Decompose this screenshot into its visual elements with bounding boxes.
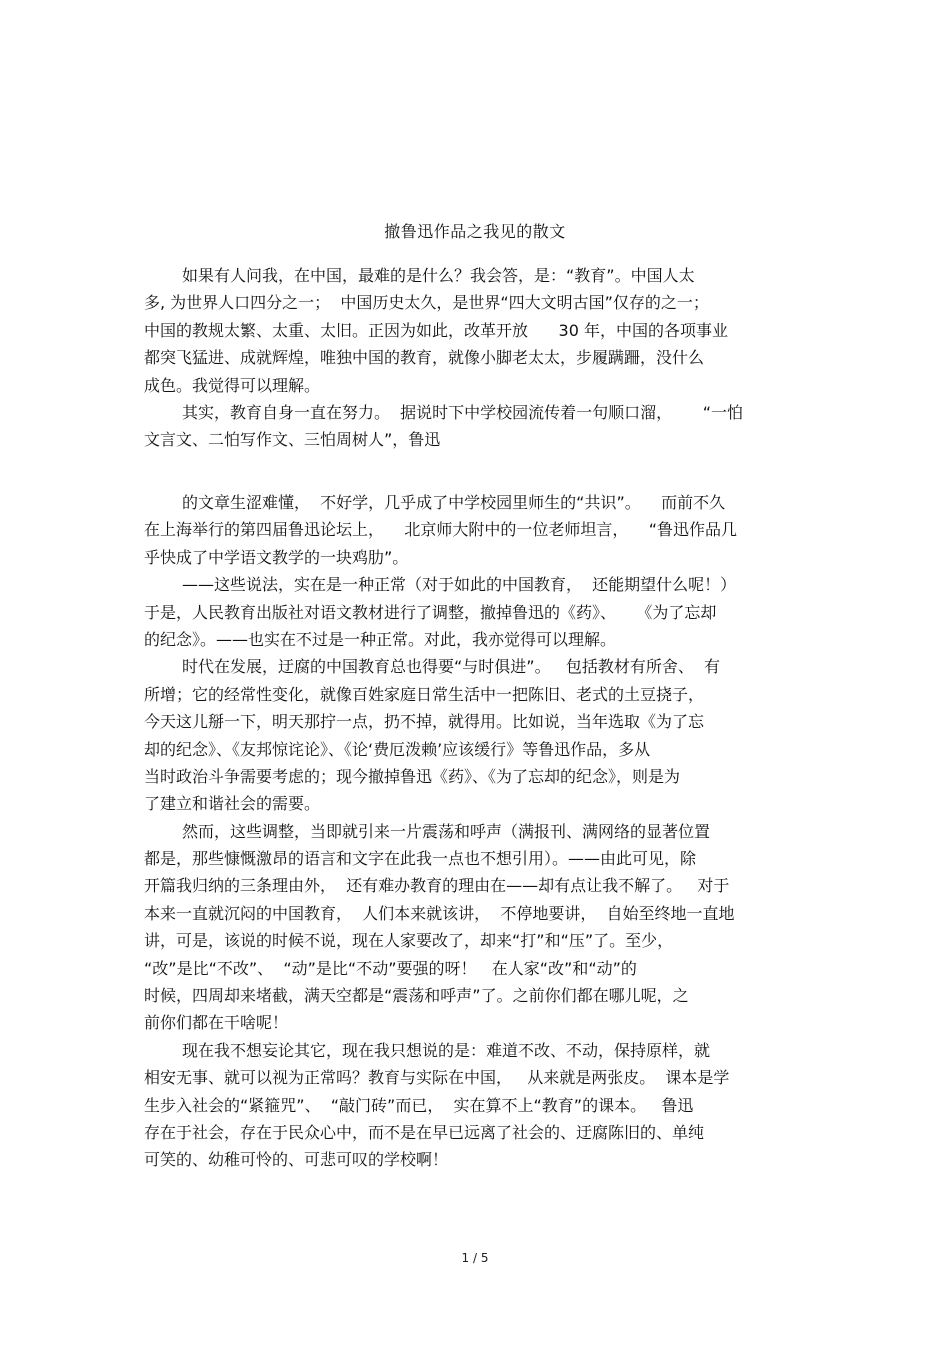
text-line: 可笑的、幼稚可怜的、可悲可叹的学校啊！: [144, 1150, 449, 1170]
paragraph-block-2: [144, 489, 812, 1174]
text-line: 存在于社会，存在于民众心中，而不是在早已远离了社会的、迂腐陈旧的、单纯: [144, 1122, 705, 1142]
text-line: 时代在发展，迂腐的中国教育总也得要“与时俱进”。 包括教材有所舍、 有: [182, 657, 721, 677]
text-line: 本来一直就沉闷的中国教育， 人们本来就该讲， 不停地要讲， 自始至终地一直地: [144, 903, 735, 923]
text-line: 在上海举行的第四届鲁迅论坛上， 北京师大附中的一位老师坦言， “鲁迅作品几: [144, 520, 737, 540]
text-line: 的纪念》。——也实在不过是一种正常。对此，我亦觉得可以理解。: [144, 629, 617, 649]
text-line: 却的纪念》、《友邦惊诧论》、《论‘费厄泼赖’应该缓行》等鲁迅作品，多从: [144, 739, 651, 759]
text-line: 中国的教规太繁、太重、太旧。正因为如此，改革开放 30 年，中国的各项事业: [144, 320, 728, 340]
text-line: 乎快成了中学语文教学的一块鸡肋”。: [144, 547, 409, 567]
text-line: 了建立和谐社会的需要。: [144, 794, 321, 814]
document-title: 撤鲁迅作品之我见的散文: [384, 222, 566, 241]
page-number: 1 / 5: [461, 1251, 489, 1265]
text-line: ——这些说法，实在是一种正常（对于如此的中国教育， 还能期望什么呢！）: [182, 575, 737, 595]
text-line: 相安无事、就可以视为正常吗？教育与实际在中国， 从来就是两张皮。 课本是学: [144, 1068, 730, 1088]
paragraph-block-1: [144, 262, 812, 454]
text-line: 多, 为世界人口四分之一； 中国历史太久，是世界“四大文明古国”仅存的之一；: [144, 293, 709, 313]
text-line: 当时政治斗争需要考虑的；现今撤掉鲁迅《药》、《为了忘却的纪念》，则是为: [144, 766, 681, 786]
text-line: 如果有人问我，在中国，最难的是什么？我会答，是：“教育”。中国人太: [182, 266, 695, 285]
text-line: 今天这儿掰一下，明天那拧一点，扔不掉，就得用。比如说，当年选取《为了忘: [144, 712, 705, 732]
text-line: 现在我不想妄论其它，现在我只想说的是：难道不改、不动，保持原样，就: [182, 1040, 711, 1060]
text-line: 时候，四周却来堵截，满天空都是“震荡和呼声”了。之前你们都在哪儿呢，之: [144, 986, 689, 1006]
text-line: 讲，可是，该说的时候不说，现在人家要改了，却来“打”和“压”了。至少，: [144, 931, 674, 951]
text-line: 所增；它的经常性变化，就像百姓家庭日常生活中一把陈旧、老式的土豆挠子，: [144, 684, 705, 704]
text-line: 的文章生涩难懂， 不好学，几乎成了中学校园里师生的“共识”。 而前不久: [182, 493, 726, 512]
text-line: “改”是比“不改”、 “动”是比“不动”要强的呀！ 在人家“改”和“动”的: [144, 958, 637, 978]
text-line: 都是，那些慷慨激昂的语言和文字在此我一点也不想引用）。——由此可见，除: [144, 849, 697, 869]
text-line: 都突飞猛进、成就辉煌，唯独中国的教育，就像小脚老太太，步履蹒跚，没什么: [144, 348, 705, 368]
text-line: 生步入社会的“紧箍咒”、 “敲门砖”而已， 实在算不上“教育”的课本。 鲁迅: [144, 1095, 694, 1115]
text-line: 然而，这些调整，当即就引来一片震荡和呼声（满报刊、满网络的显著位置: [182, 821, 711, 841]
text-line: 开篇我归纳的三条理由外， 还有难办教育的理由在——却有点让我不解了。 对于: [144, 876, 730, 896]
text-line: 于是，人民教育出版社对语文教材进行了调整，撤掉鲁迅的《药》、 《为了忘却: [144, 602, 717, 622]
text-line: 其实，教育自身一直在努力。 据说时下中学校园流传着一句顺口溜， “一怕: [182, 402, 743, 422]
text-line: 成色。我觉得可以理解。: [144, 375, 321, 395]
text-line: 文言文、二怕写作文、三怕周树人”，鲁迅: [144, 430, 441, 450]
text-line: 前你们都在干啥呢！: [144, 1013, 289, 1033]
